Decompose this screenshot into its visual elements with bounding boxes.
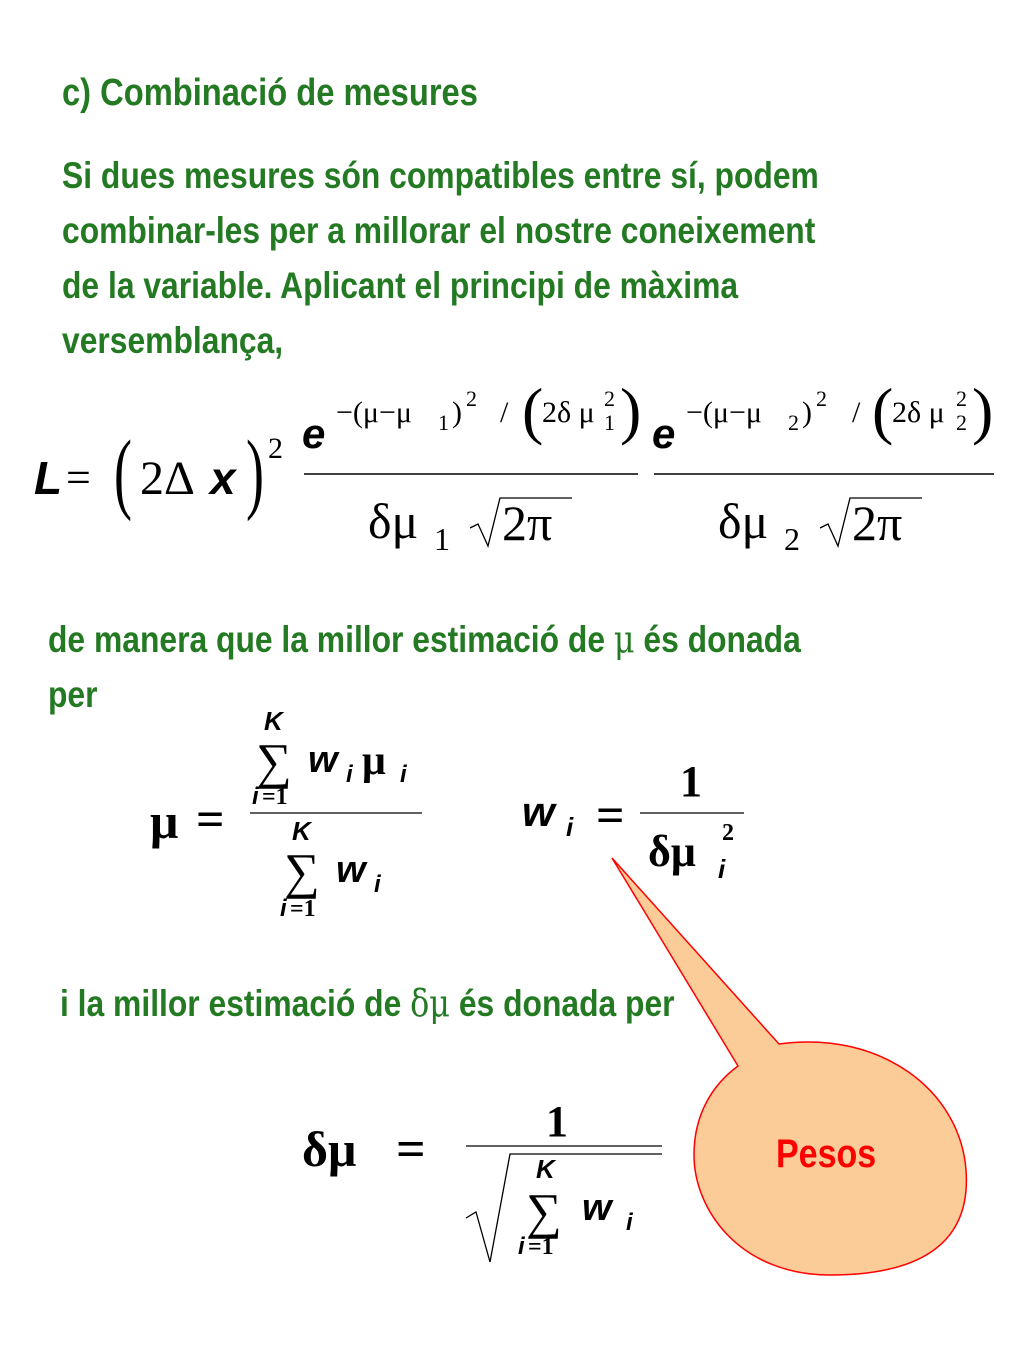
best-dmu-text	[60, 976, 675, 1031]
svg-text:2: 2	[956, 386, 967, 411]
best-dmu-prefix: i la millor estimació de	[60, 983, 411, 1024]
svg-text:i: i	[400, 761, 407, 788]
dmu-symbol: δμ	[410, 982, 450, 1025]
svg-text:δμ: δμ	[648, 827, 696, 876]
svg-text:K: K	[264, 706, 283, 736]
error-equation	[0, 1090, 680, 1270]
svg-text:=: =	[66, 453, 91, 502]
svg-text:w: w	[336, 849, 366, 891]
svg-text:∑: ∑	[256, 733, 292, 789]
svg-text:(: (	[872, 375, 894, 446]
svg-text:(: (	[114, 423, 132, 523]
svg-text:): )	[245, 423, 264, 523]
svg-text:e: e	[302, 410, 326, 457]
svg-text:/: /	[852, 396, 861, 429]
svg-text:−(μ−μ: −(μ−μ	[686, 396, 762, 429]
section-heading: c) Combinació de mesures	[62, 72, 478, 114]
svg-text:): )	[972, 375, 994, 446]
svg-text:2: 2	[722, 820, 734, 846]
svg-text:=: =	[596, 787, 625, 843]
svg-text:i: i	[566, 812, 574, 842]
best-dmu-suffix: és donada per	[449, 983, 675, 1024]
svg-text:i: i	[718, 854, 726, 884]
svg-text:i: i	[252, 783, 259, 810]
svg-text:∑: ∑	[526, 1183, 562, 1239]
svg-text:2: 2	[784, 521, 800, 557]
svg-text:=: =	[396, 1121, 426, 1178]
svg-text:w: w	[582, 1187, 612, 1229]
svg-text:1: 1	[546, 1097, 568, 1146]
svg-text:−(μ−μ: −(μ−μ	[336, 396, 412, 429]
svg-text:=1: =1	[528, 1234, 554, 1260]
svg-text:2: 2	[788, 410, 799, 435]
svg-text:μ: μ	[150, 793, 179, 849]
svg-text:): )	[452, 396, 462, 429]
svg-text:δμ: δμ	[302, 1121, 357, 1177]
svg-text:e: e	[652, 410, 676, 457]
svg-text:x: x	[210, 452, 236, 504]
svg-text:2δ μ: 2δ μ	[542, 396, 595, 429]
intro-line: de la variable. Aplicant el principi de màxima	[62, 265, 739, 306]
svg-text:w: w	[308, 739, 338, 781]
svg-text:/: /	[500, 396, 509, 429]
svg-text:L: L	[34, 452, 63, 504]
pesos-label: Pesos	[776, 1132, 877, 1176]
svg-text:i: i	[280, 895, 287, 922]
svg-text:i: i	[626, 1209, 633, 1236]
svg-text:∑: ∑	[284, 843, 320, 899]
svg-text:=1: =1	[262, 784, 288, 810]
svg-text:i: i	[346, 761, 353, 788]
svg-text:2Δ: 2Δ	[140, 452, 195, 505]
svg-text:i: i	[518, 1233, 525, 1260]
svg-text:2: 2	[604, 386, 615, 411]
svg-text:=1: =1	[290, 896, 316, 922]
svg-text:2: 2	[466, 386, 477, 411]
svg-text:2π: 2π	[852, 495, 903, 551]
svg-text:i: i	[374, 871, 381, 898]
intro-line: versemblança,	[62, 320, 284, 361]
svg-text:=: =	[196, 791, 225, 847]
mu-symbol: μ	[613, 618, 635, 661]
best-mu-suffix: és donada	[634, 619, 801, 660]
svg-text:1: 1	[604, 410, 615, 435]
svg-text:2: 2	[956, 410, 967, 435]
svg-text:2π: 2π	[502, 495, 553, 551]
svg-text:K: K	[292, 816, 311, 846]
svg-text:2: 2	[268, 432, 283, 465]
svg-text:2δ μ: 2δ μ	[892, 396, 945, 429]
svg-text:1: 1	[438, 410, 449, 435]
svg-text:): )	[802, 396, 812, 429]
intro-line: combinar-les per a millorar el nostre coneixement	[62, 210, 816, 251]
svg-text:w: w	[522, 788, 555, 835]
svg-text:2: 2	[816, 386, 827, 411]
svg-text:): )	[620, 375, 642, 446]
svg-text:K: K	[536, 1154, 555, 1184]
svg-text:1: 1	[680, 757, 702, 806]
best-mu-text-line2: per	[48, 674, 98, 715]
best-mu-prefix: de manera que la millor estimació de	[48, 619, 614, 660]
svg-text:μ: μ	[362, 738, 386, 784]
intro-line: Si dues mesures són compatibles entre sí, podem	[62, 155, 819, 196]
svg-text:(: (	[522, 375, 544, 446]
svg-text:δμ: δμ	[718, 493, 769, 549]
svg-text:1: 1	[434, 521, 450, 557]
svg-text:δμ: δμ	[368, 493, 419, 549]
